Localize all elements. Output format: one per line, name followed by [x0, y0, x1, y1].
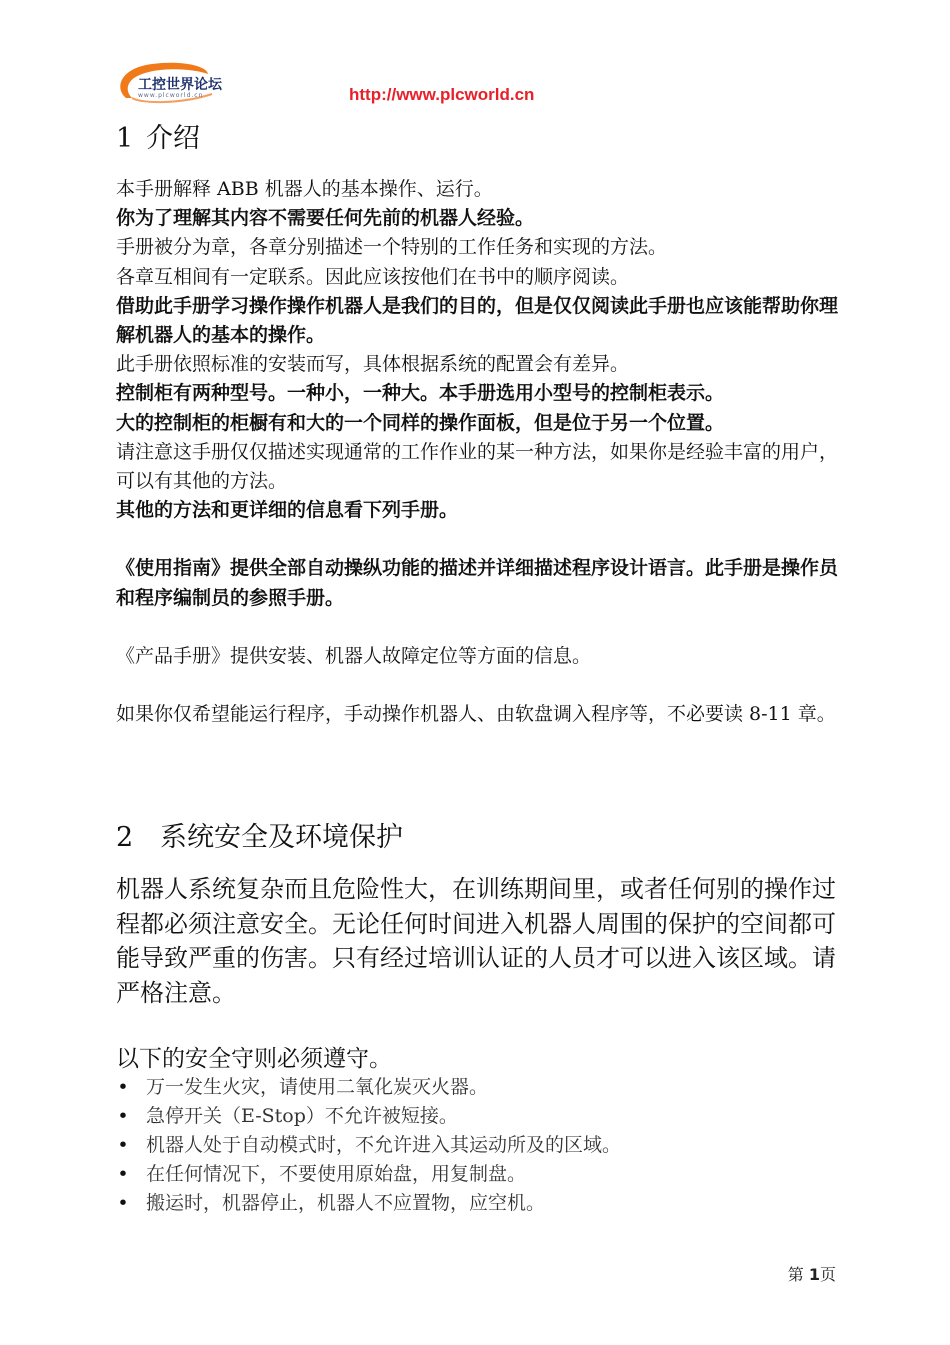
list-item-text: 搬运时，机器停止，机器人不应置物，应空机。 [146, 1192, 546, 1214]
paragraph: 《使用指南》提供全部自动操纵功能的描述并详细描述程序设计语言。此手册是操作员和程序编制员的参照手册。 [116, 557, 839, 609]
bullet-icon: • [117, 1134, 129, 1156]
paragraph: 借助此手册学习操作操作机器人是我们的目的，但是仅仅阅读此手册也应该能帮助你理解机器人的基本的操作。 [116, 294, 839, 347]
bullet-icon: • [117, 1105, 129, 1127]
plcworld-logo-icon [112, 58, 224, 108]
paragraph: 大的控制柜的柜橱有和大的一个同样的操作面板，但是位于另一个位置。 [116, 411, 725, 434]
list-item [116, 1073, 840, 1102]
section-2-heading [116, 815, 403, 854]
paragraph: 如果你仅希望能运行程序，手动操作机器人、由软盘调入程序等，不必要读 8-11 章。 [116, 703, 836, 726]
list-item-text: 万一发生火灾，请使用二氧化炭灭火器。 [146, 1076, 489, 1098]
logo-text: 工控世界论坛 [138, 77, 222, 93]
section-1-title: 介绍 [146, 123, 200, 154]
section-1-heading [116, 116, 200, 155]
paragraph: 请注意这手册仅仅描述实现通常的工作作业的某一种方法，如果你是经验丰富的用户，可以有其他的方法。 [116, 440, 839, 493]
paragraph: 《产品手册》提供安装、机器人故障定位等方面的信息。 [116, 644, 592, 667]
safety-rules-list [116, 1073, 840, 1218]
paragraph: 各章互相间有一定联系。因此应该按他们在书中的顺序阅读。 [116, 265, 630, 288]
bullet-icon: • [117, 1192, 129, 1214]
section-2-number: 2 [116, 822, 134, 853]
footer-suffix: 页 [819, 1265, 836, 1284]
section-2-title: 系统安全及环境保护 [160, 822, 403, 853]
paragraph: 本手册解释 ABB 机器人的基本操作、运行。 [116, 178, 493, 200]
bullet-icon: • [117, 1163, 129, 1185]
logo-subtext: www.plcworld.cn [138, 92, 204, 99]
list-item-text: 急停开关（E-Stop）不允许被短接。 [146, 1105, 458, 1127]
bullet-icon: • [117, 1076, 129, 1098]
section-1-body [116, 175, 840, 729]
page-number: 1 [808, 1265, 820, 1284]
paragraph: 其他的方法和更详细的信息看下列手册。 [116, 499, 459, 522]
footer-prefix: 第 [787, 1265, 809, 1284]
list-item-text: 在任何情况下，不要使用原始盘，用复制盘。 [146, 1163, 527, 1185]
list-item-text: 机器人处于自动模式时，不允许进入其运动所及的区域。 [146, 1134, 622, 1156]
safety-rules-title: 以下的安全守则必须遵守。 [116, 1046, 392, 1072]
list-item [116, 1102, 840, 1131]
safety-warning-paragraph: 机器人系统复杂而且危险性大，在训练期间里，或者任何别的操作过程都必须注意安全。无论任何时间进入机器人周围的保护的空间都可能导致严重的伤害。只有经过培训认证的人员才可以进入该区域。请严格注意。 [116, 875, 836, 1007]
list-item [116, 1189, 840, 1218]
paragraph: 你为了理解其内容不需要任何先前的机器人经验。 [116, 207, 535, 230]
list-item [116, 1160, 840, 1189]
site-url-link[interactable]: http://www.plcworld.cn [349, 85, 535, 104]
paragraph: 此手册依照标准的安装而写，具体根据系统的配置会有差异。 [116, 353, 630, 376]
paragraph: 手册被分为章，各章分别描述一个特别的工作任务和实现的方法。 [116, 236, 668, 259]
list-item [116, 1131, 840, 1160]
paragraph: 控制柜有两种型号。一种小，一种大。本手册选用小型号的控制柜表示。 [116, 382, 725, 405]
page-footer [788, 1262, 836, 1285]
section-1-number: 1 [116, 123, 134, 154]
